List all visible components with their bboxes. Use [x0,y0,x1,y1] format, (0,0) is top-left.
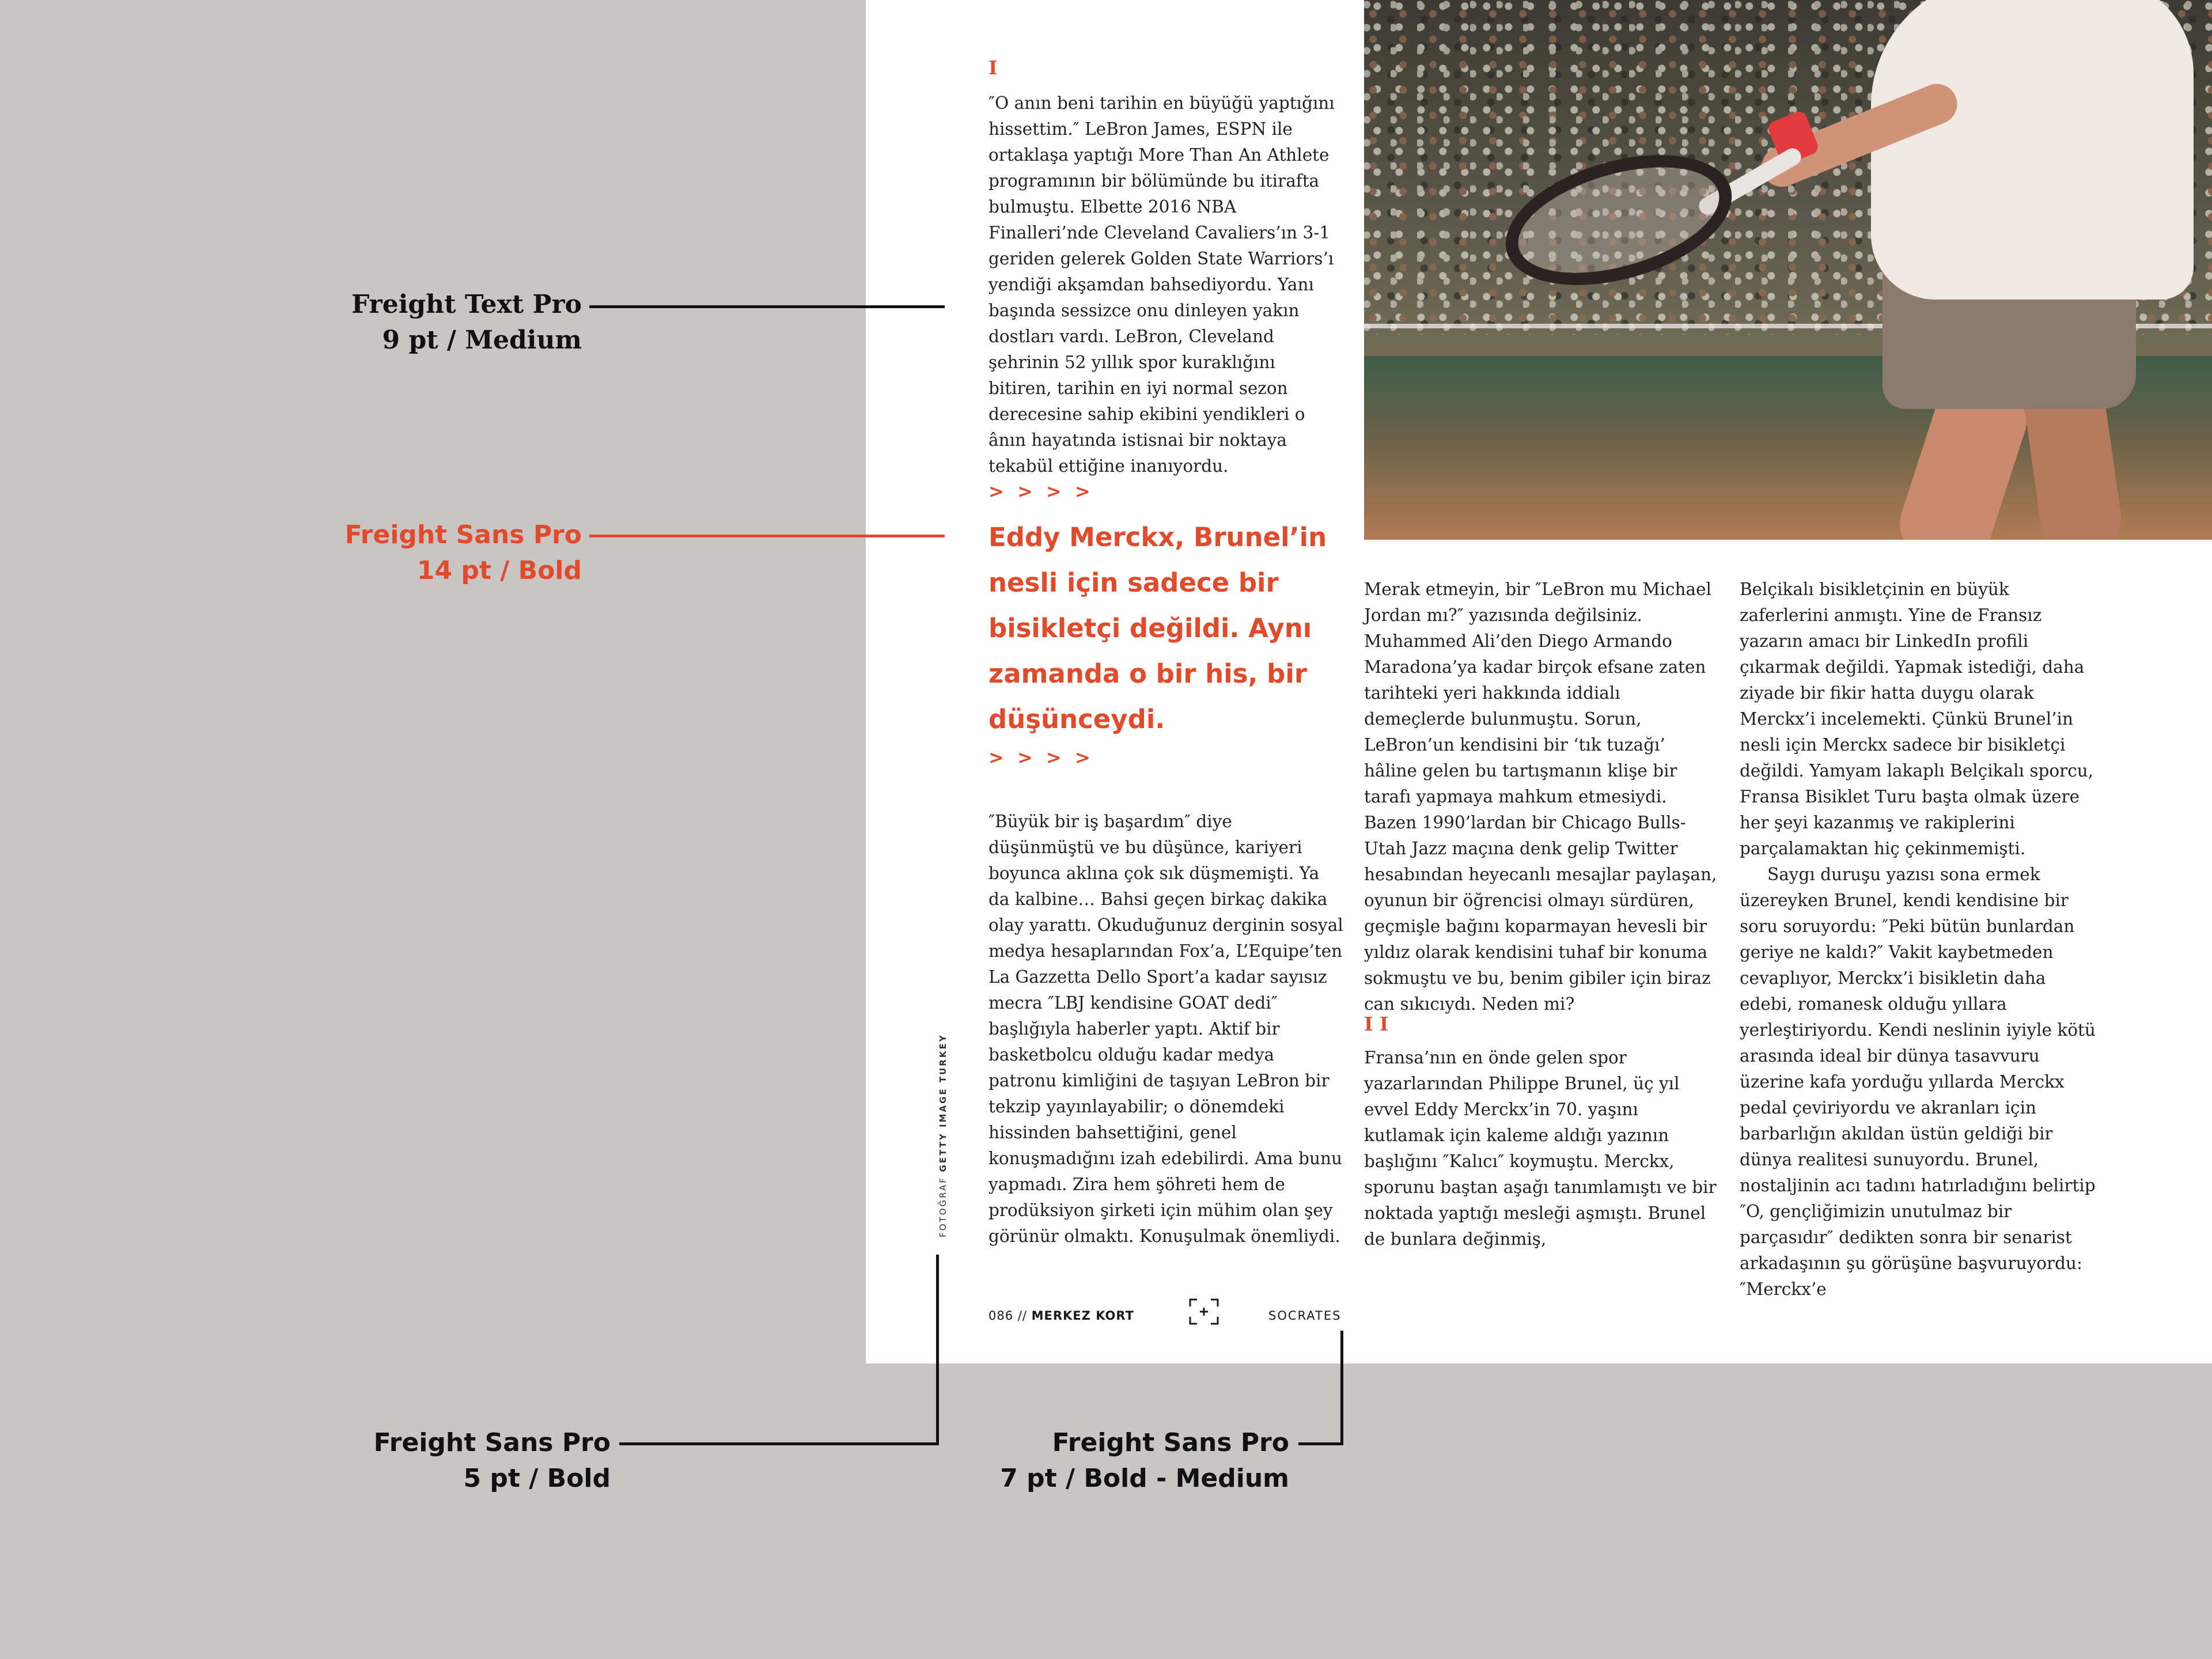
annotation-footer-leader-v [1340,1331,1343,1445]
column3-paragraph-2: Saygı duruşu yazısı sona ermek üzereyken Brunel, kendi kendisine bir soru soruyordu: ″Peki bütün bunlardan geriye ne kaldı?″ Vakit kaybetmeden cevaplıyor, Merckx’i bisikletin daha edebi, romanesk olduğu yıllara yerleştiriyordu. Kendi neslinin iyiyle kötü arasında ideal bir dünya tasavvuru üzerine kafa yorduğu yıllarda Merckx pedal çeviriyordu ve akranları için barbarlığın akıldan üstün geldiği bir dünya realitesi sunuyordu. Brunel, nostaljinin acı tadını hatırladığını belirtip ″O, gençliğimizin unutulmaz bir parçasıdır″ dedikten sonra bir senarist arkadaşının şu görüşüne başvuruyordu: ″Merckx’e [1740,865,2096,1299]
annotation-pull-font-spec: 14 pt / Bold [416,556,582,585]
annotation-body-leader [589,305,945,308]
tennis-photo [1364,0,2212,540]
annotation-body-font [351,287,582,358]
column3-text [1740,577,2097,1302]
annotation-credit-leader-h [619,1442,939,1445]
magazine-section: MERKEZ KORT [1031,1309,1134,1323]
annotation-credit-leader-v [936,1255,939,1445]
annotation-body-font-spec: 9 pt / Medium [382,325,582,355]
annotation-body-font-name: Freight Text Pro [351,290,582,319]
section-one-numeral: I [988,56,998,79]
focus-bracket-icon [1189,1298,1219,1325]
annotation-pull-font [345,517,582,589]
annotation-credit-font-spec: 5 pt / Bold [463,1464,611,1493]
photo-shirt [1871,0,2194,300]
section-one-text: ″O anın beni tarihin en büyüğü yaptığını hissettim.″ LeBron James, ESPN ile ortaklaşa yaptığı More Than An Athlete programının bir bölümünde bu itirafta bulmuştu. Elbette 2016 NBA Finalleri’nde Cleveland Cavaliers’ın 3-1 geriden gelerek Golden State Warriors’ı yendiği akşamdan bahsediyordu. Yanı başında sessizce onu dinleyen yakın dostları vardı. LeBron, Cleveland şehrinin 52 yıllık spor kuraklığını bitiren, tarihin en iyi normal sezon derecesine sahip ekibini yendikleri o ânın hayatında istisnai bir noktaya tekabül ettiğine inanıyordu. [988,93,1335,476]
annotation-footer-font-name: Freight Sans Pro [1052,1428,1289,1457]
page-number: 086 [988,1309,1014,1323]
column3-paragraph-1: Belçikalı bisikletçinin en büyük zaferlerini anmıştı. Yine de Fransız yazarın amacı bir LinkedIn profili çıkarmak değildi. Yapmak istediği, daha ziyade bir fikir hatta duygu olarak Merckx’i incelemekti. Çünkü Brunel’in nesli için Merckx sadece bir bisikletçi değildi. Yamyam lakaplı Belçikalı sporcu, Fransa Bisiklet Turu başta olmak üzere her şeyi kazanmış ve rakiplerini parçalamaktan hiç çekinmemişti. [1740,579,2094,858]
arrows-bottom: > > > > [988,747,1094,768]
annotation-footer-font-spec: 7 pt / Bold - Medium [1000,1464,1289,1493]
pull-quote: Eddy Merckx, Brunel’in nesli için sadece bir bisikletçi değildi. Aynı zamanda o bir his, bir düşünceydi. [988,522,1327,734]
folio-separator: // [1017,1309,1027,1323]
annotation-pull-leader [589,535,945,537]
column2-upper-text: Merak etmeyin, bir ″LeBron mu Michael Jordan mı?″ yazısında değilsiniz. Muhammed Ali’den Diego Armando Maradona’ya kadar birçok efsane zaten tarihteki yeri hakkında iddialı demeçlerde bulunmuştu. Sorun, LeBron’un kendisini bir ‘tık tuzağı’ hâline gelen bu tartışmanın klişe bir tarafı yapmaya mahkum etmesiydi. Bazen 1990’lardan bir Chicago Bulls-Utah Jazz maçına denk gelip Twitter hesabından heyecanlı mesajlar paylaşan, oyunun bir öğrencisi olmayı sürdüren, geçmişle bağını koparmayan hevesli bir yıldız olarak kendisini tuhaf bir konuma sokmuştu ve bu, benim gibiler için biraz can sıkıcıydı. Neden mi? [1364,579,1717,1014]
footer-folio [988,1309,1134,1323]
photo-credit-label: FOTOĞRAF [938,1176,948,1237]
column2-lower-text: Fransa’nın en önde gelen spor yazarlarından Philippe Brunel, üç yıl evvel Eddy Merckx’in 70. yaşını kutlamak için kaleme aldığı yazının başlığını ″Kalıcı″ koymuştu. Merckx, sporunu baştan aşağı tanımlamıştı ve bir noktada yaptığı mesleği aşmıştı. Brunel de bunlara değinmiş, [1364,1048,1717,1249]
annotation-pull-font-name: Freight Sans Pro [344,520,582,550]
publication-name: SOCRATES [1268,1309,1342,1323]
annotation-footer-font [1000,1425,1289,1497]
annotation-footer-leader-h [1298,1442,1343,1445]
photo-credit [938,1033,948,1237]
section-two-numeral: I I [1364,1013,1389,1035]
annotation-credit-font [374,1425,611,1497]
photo-credit-source: GETTY IMAGE TURKEY [938,1033,948,1172]
column1-lower-text: ″Büyük bir iş başardım″ diye düşünmüştü ve bu düşünce, kariyeri boyunca aklına çok sık düşmemişti. Ya da kalbine… Bahsi geçen birkaç dakika olay yarattı. Okuduğunuz derginin sosyal medya hesaplarından Fox’a, L’Equipe’ten La Gazzetta Dello Sport’a kadar sayısız mecra ″LBJ kendisine GOAT dedi″ başlığıyla haberler yaptı. Aktif bir basketbolcu olduğu kadar medya patronu kimliğini de taşıyan LeBron bir tekzip yayınlayabilir; o dönemdeki hissinden bahsettiğini, genel konuşmadığını izah edebilirdi. Ama bunu yapmadı. Zira hem şöhreti hem de prodüksiyon şirketi için mühim olan şey görünür olmaktı. Konuşulmak önemliydi. [988,812,1343,1246]
arrows-top: > > > > [988,480,1094,502]
annotation-credit-font-name: Freight Sans Pro [373,1428,611,1457]
